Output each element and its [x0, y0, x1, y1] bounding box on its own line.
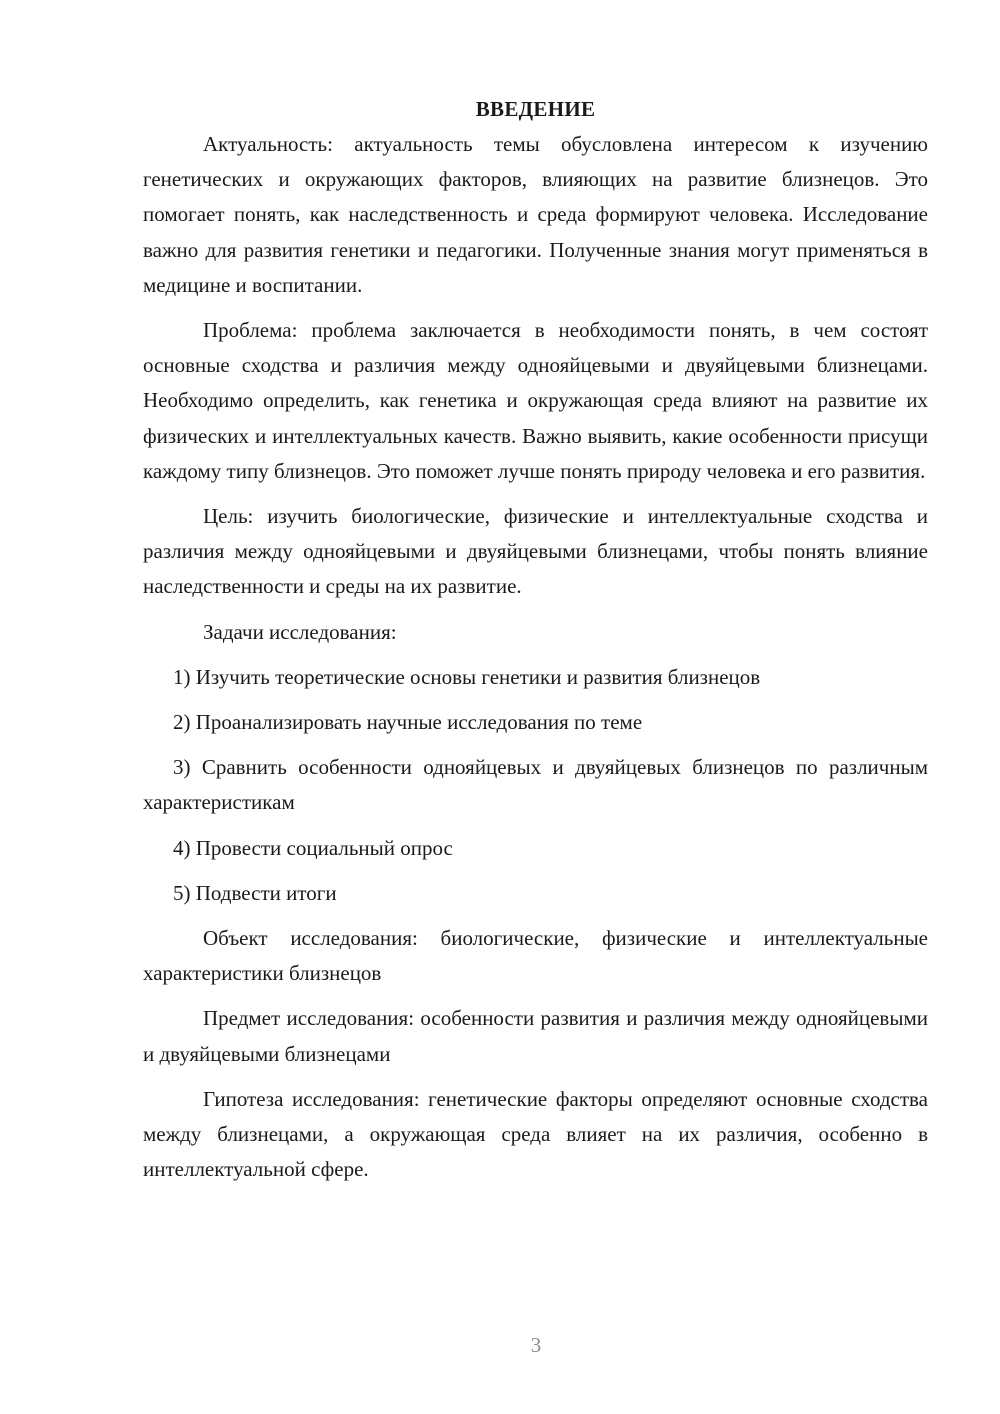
paragraph-goal: Цель: изучить биологические, физические и интеллектуальные сходства и различия между однояйцевыми и двуяйцевыми близнецами, чтобы понять влияние наследственности и среды на их развитие. [143, 504, 928, 599]
paragraph-relevance: Актуальность: актуальность темы обусловлена интересом к изучению генетических и окружающих факторов, влияющих на развитие близнецов. Это помогает понять, как наследственность и среда формируют человека. Исследование важно для развития генетики и педагогики. Полученные знания могут применяться в медицине и воспитании. [143, 132, 928, 297]
task-item-4: 4) Провести социальный опрос [173, 835, 453, 860]
task-item-2: 2) Проанализировать научные исследования по теме [173, 710, 643, 735]
page-number: 3 [530, 1333, 542, 1357]
document-page [143, 92, 928, 1197]
task-item-1: 1) Изучить теоретические основы генетики и развития близнецов [173, 664, 761, 689]
page-title: ВВЕДЕНИЕ [475, 97, 596, 121]
task-item-3: 3) Сравнить особенности однояйцевых и двуяйцевых близнецов по различным характеристикам [143, 755, 928, 815]
paragraph-object: Объект исследования: биологические, физические и интеллектуальные характеристики близнецов [143, 926, 928, 986]
paragraph-subject: Предмет исследования: особенности развития и различия между однояйцевыми и двуяйцевыми близнецами [143, 1006, 928, 1066]
paragraph-tasks-heading: Задачи исследования: [203, 619, 397, 644]
task-item-5: 5) Подвести итоги [173, 880, 337, 905]
paragraph-hypothesis: Гипотеза исследования: генетические факторы определяют основные сходства между близнецами, а окружающая среда влияет на их различия, особенно в интеллектуальной сфере. [143, 1086, 928, 1182]
paragraph-problem: Проблема: проблема заключается в необходимости понять, в чем состоят основные сходства и различия между однояйцевыми и двуяйцевыми близнецами. Необходимо определить, как генетика и окружающая среда влияют на развитие их физических и интеллектуальных качеств. Важно выявить, какие особенности присущи каждому типу близнецов. Это поможет лучше понять природу человека и его развития. [143, 318, 928, 483]
